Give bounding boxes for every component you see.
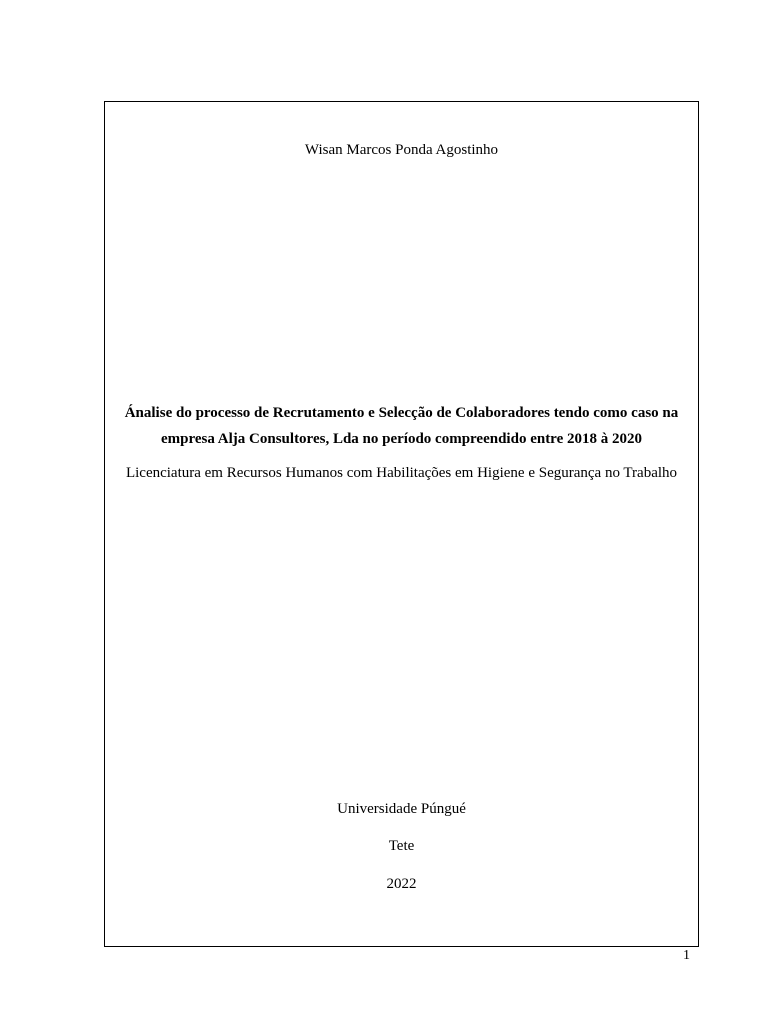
title-line-1: Ánalise do processo de Recrutamento e Selecção de Colaboradores tendo como caso na [124, 405, 679, 421]
title-line-2: empresa Alja Consultores, Lda no período compreendido entre 2018 à 2020 [161, 431, 642, 447]
cover-page-border [104, 101, 699, 947]
university-name: Universidade Púngué [337, 801, 466, 817]
page-number: 1 [683, 948, 690, 963]
year: 2022 [386, 876, 417, 892]
city-name: Tete [388, 838, 415, 854]
author-name: Wisan Marcos Ponda Agostinho [304, 142, 499, 158]
course-name: Licenciatura em Recursos Humanos com Habilitações em Higiene e Segurança no Trabalho [125, 465, 678, 481]
document-title [105, 400, 698, 452]
